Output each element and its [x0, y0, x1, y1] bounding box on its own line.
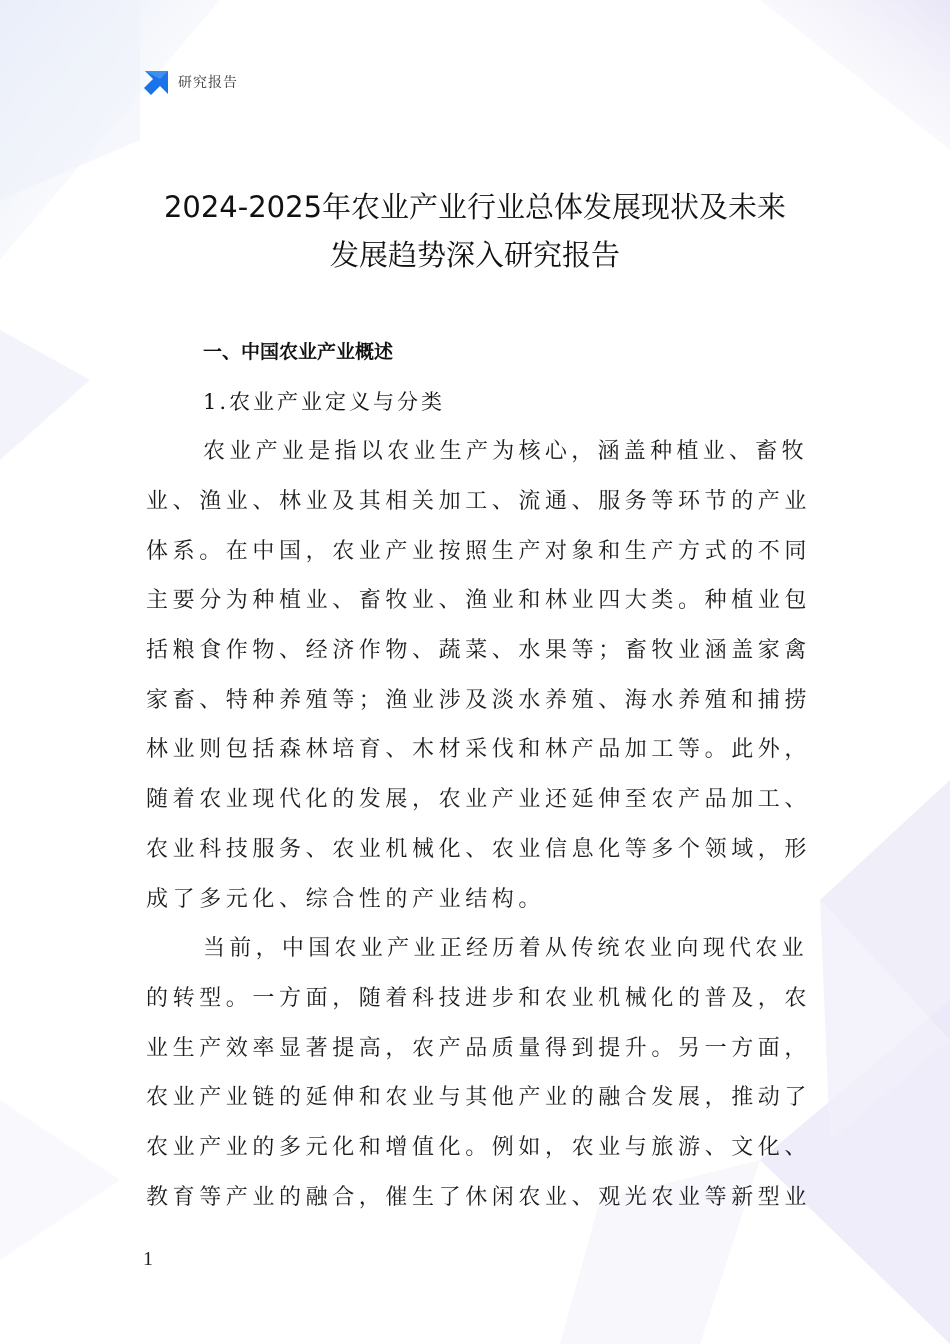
arrow-up-right-icon: [143, 69, 170, 96]
paragraph-1-line-10: 成了多元化、综合性的产业结构。: [146, 887, 546, 912]
subsection-heading: 1.农业产业定义与分类: [203, 390, 446, 414]
paragraph-2-line-5: 农业产业的多元化和增值化。例如，农业与旅游、文化、: [146, 1135, 812, 1160]
paragraph-1-line-8: 随着农业现代化的发展，农业产业还延伸至农产品加工、: [146, 787, 812, 812]
section-heading: 一、中国农业产业概述: [203, 341, 394, 363]
document-title: [120, 183, 830, 279]
brand-label: 研究报告: [178, 75, 238, 91]
paragraph-1-line-9: 农业科技服务、农业机械化、农业信息化等多个领域，形: [146, 837, 812, 862]
title-line-1: 2024-2025年农业产业行业总体发展现状及未来: [163, 190, 787, 224]
paragraph-2-line-3: 业生产效率显著提高，农产品质量得到提升。另一方面，: [146, 1036, 812, 1061]
paragraph-2-line-1: 当前，中国农业产业正经历着从传统农业向现代农业: [203, 936, 808, 961]
paragraph-1-line-7: 林业则包括森林培育、木材采伐和林产品加工等。此外，: [146, 737, 812, 762]
page-number: 1: [143, 1248, 153, 1270]
paragraph-1-line-5: 括粮食作物、经济作物、蔬菜、水果等；畜牧业涵盖家禽: [146, 638, 812, 663]
paragraph-1-line-3: 体系。在中国，农业产业按照生产对象和生产方式的不同: [146, 539, 812, 564]
paragraph-1-line-6: 家畜、特种养殖等；渔业涉及淡水养殖、海水养殖和捕捞: [146, 688, 812, 713]
paragraph-2-line-2: 的转型。一方面，随着科技进步和农业机械化的普及，农: [146, 986, 812, 1011]
paragraph-2-line-6: 教育等产业的融合，催生了休闲农业、观光农业等新型业: [146, 1185, 812, 1210]
paragraph-1-line-2: 业、渔业、林业及其相关加工、流通、服务等环节的产业: [146, 489, 812, 514]
paragraph-1-line-1: 农业产业是指以农业生产为核心，涵盖种植业、畜牧: [203, 439, 808, 464]
paragraph-2-line-4: 农业产业链的延伸和农业与其他产业的融合发展，推动了: [146, 1085, 812, 1110]
title-line-2: 发展趋势深入研究报告: [329, 238, 620, 272]
report-header: [143, 68, 238, 96]
paragraph-1-line-4: 主要分为种植业、畜牧业、渔业和林业四大类。种植业包: [146, 588, 812, 613]
